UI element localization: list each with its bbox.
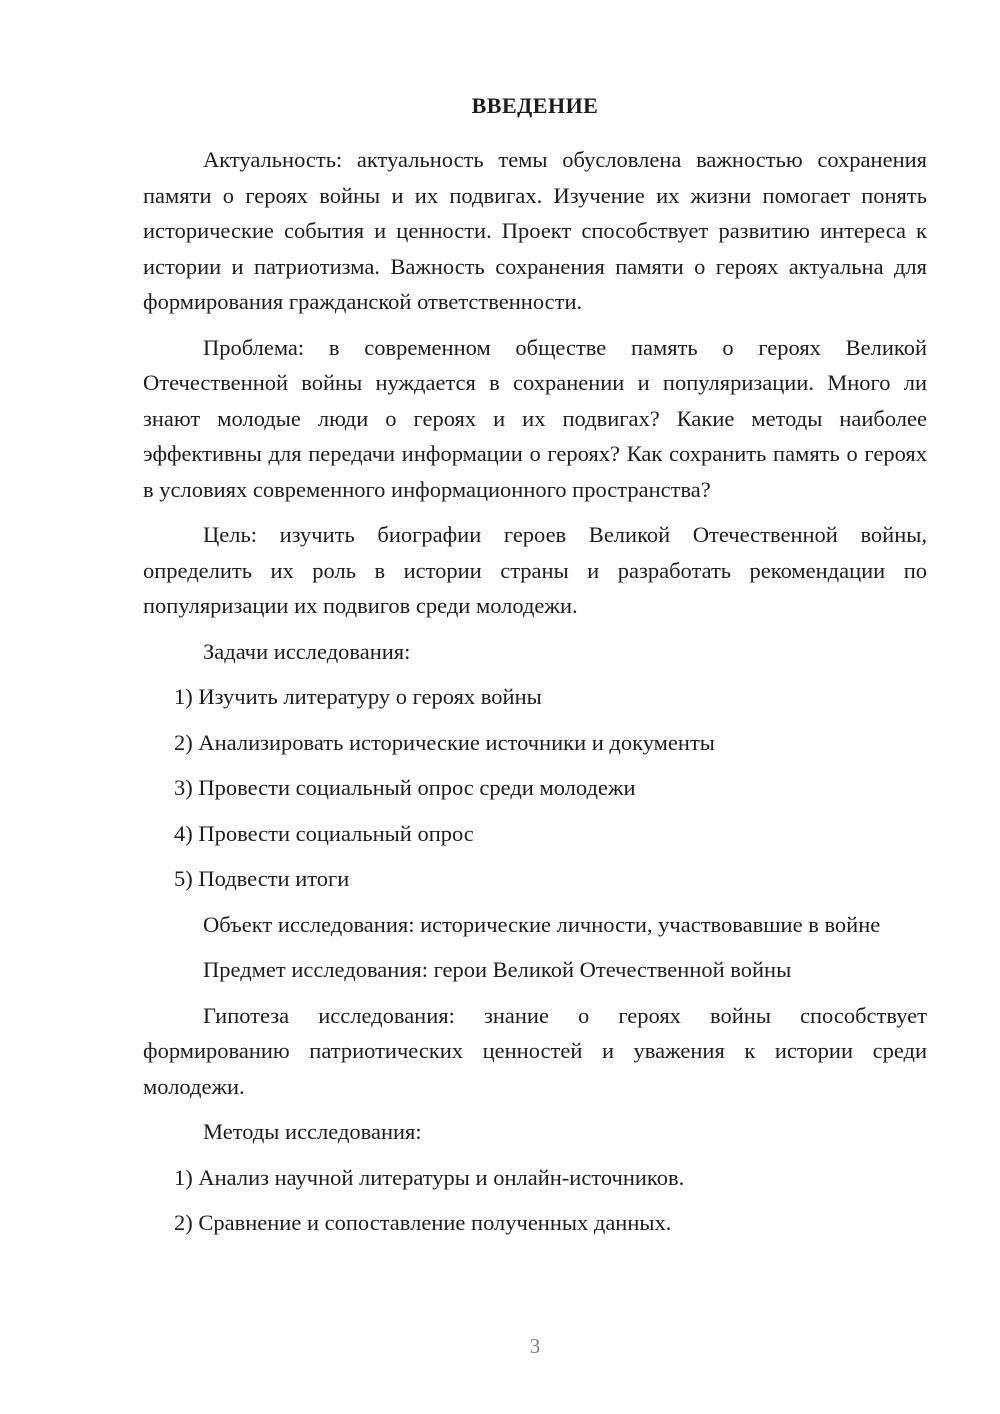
object-paragraph: Объект исследования: исторические личности, участвовавшие в войне <box>203 911 881 937</box>
methods-label: Методы исследования: <box>203 1119 422 1144</box>
task-item: 1) Изучить литературу о героях войны <box>174 684 542 709</box>
document-body <box>143 142 927 1241</box>
task-item: 5) Подвести итоги <box>174 866 350 891</box>
relevance-paragraph: Актуальность: актуальность темы обусловлена важностью сохранения памяти о героях войны и их подвигах. Изучение их жизни помогает понять исторические события и ценности. Проект способствует развитию интереса к истории и патриотизма. Важность сохранения памяти о героях актуальна для формирования гражданской ответственности. <box>143 147 927 314</box>
goal-paragraph: Цель: изучить биографии героев Великой Отечественной войны, определить их роль в истории страны и разработать рекомендации по популяризации их подвигов среди молодежи. <box>143 522 927 618</box>
problem-paragraph: Проблема: в современном обществе память о героях Великой Отечественной войны нуждается в сохранении и популяризации. Много ли знают молодые люди о героях и их подвигах? Какие методы наиболее эффективны для передачи информации о героях? Как сохранить память о героях в условиях современного информационного пространства? <box>143 334 927 502</box>
page-title: ВВЕДЕНИЕ <box>471 93 599 118</box>
task-item: 3) Провести социальный опрос среди молодежи <box>174 775 636 800</box>
hypothesis-paragraph: Гипотеза исследования: знание о героях войны способствует формированию патриотических ценностей и уважения к истории среди молодежи. <box>143 1002 927 1099</box>
method-item: 1) Анализ научной литературы и онлайн-источников. <box>174 1164 685 1190</box>
subject-paragraph: Предмет исследования: герои Великой Отечественной войны <box>203 957 792 982</box>
method-item: 2) Сравнение и сопоставление полученных данных. <box>174 1210 672 1235</box>
page-number: 3 <box>529 1334 541 1358</box>
task-item: 2) Анализировать исторические источники и документы <box>174 729 715 755</box>
tasks-label: Задачи исследования: <box>203 638 411 664</box>
task-item: 4) Провести социальный опрос <box>174 820 474 846</box>
